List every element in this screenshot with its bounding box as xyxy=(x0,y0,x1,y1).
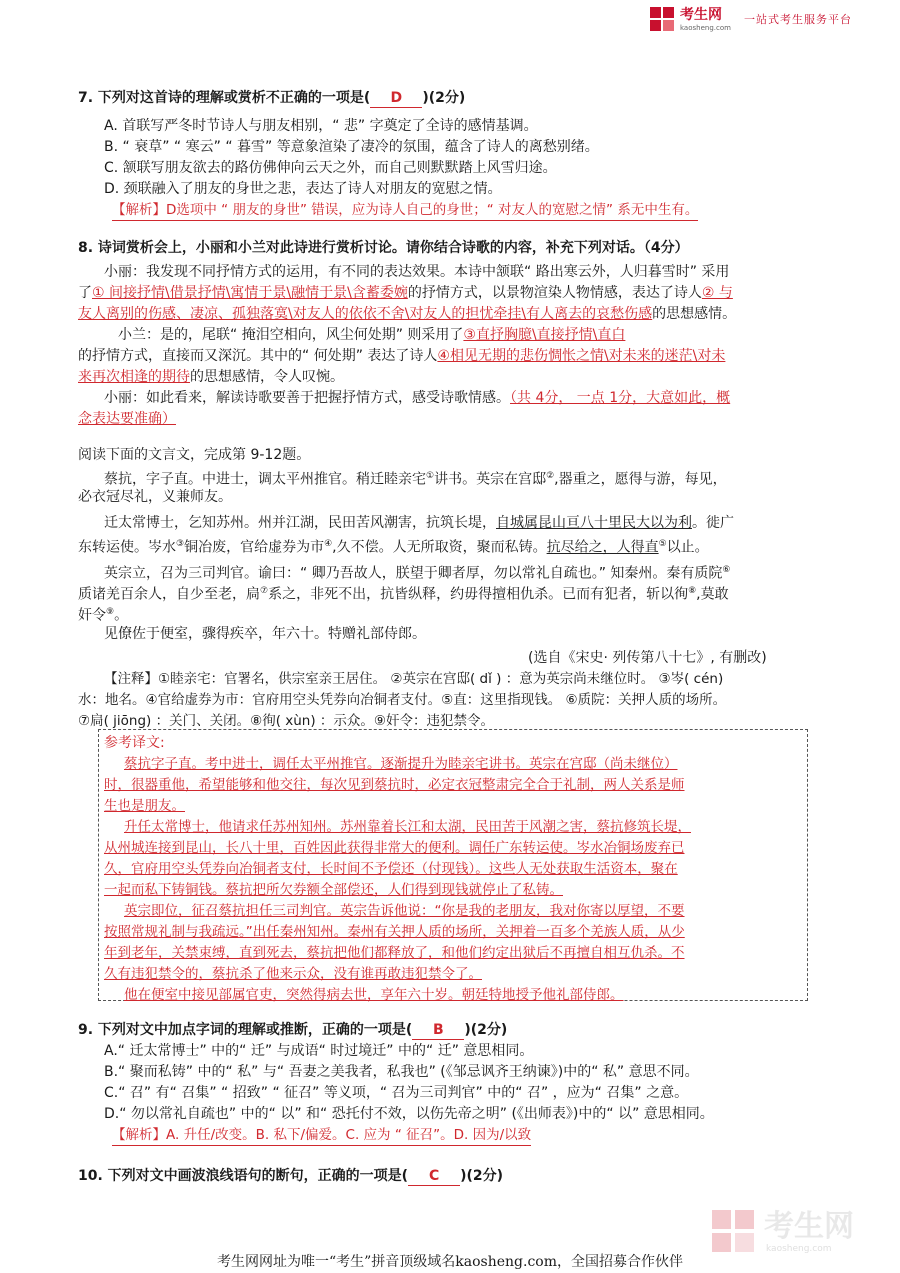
q10-stem-text: 10. 下列对文中画波浪线语句的断句，正确的一项是( xyxy=(78,1168,409,1184)
passage-p4 xyxy=(78,534,709,559)
logo-mark-icon xyxy=(650,7,676,33)
q8-scoring-note: （共 4分， 一点 1分，大意如此，概 xyxy=(510,390,731,406)
q7-stem-text: 7. 下列对这首诗的理解或赏析不正确的一项是( xyxy=(78,90,371,106)
q8-scoring-note-end: 念表达要准确） xyxy=(78,411,176,427)
note-mark: ① xyxy=(426,471,435,481)
q8-answer-4: ④相见无期的悲伤惆怅之情\对未来的迷茫\对未 xyxy=(437,348,726,364)
passage-p2: 必衣冠尽礼，义兼师友。 xyxy=(78,489,232,505)
watermark xyxy=(712,1208,882,1258)
translation-line: 英宗即位，征召蔡抗担任三司判官。英宗告诉他说：“你是我的老朋友，我对你寄以厚望，不要 xyxy=(124,903,685,919)
q7-option-b: B. “ 衰草” “ 寒云” “ 暮雪” 等意象渲染了凄冷的氛围，蕴含了诗人的离愁别绪。 xyxy=(104,139,599,155)
q9-option-a: A.“ 迁太常博士” 中的“ 迁” 与成语“ 时过境迁” 中的“ 迁” 意思相同。 xyxy=(104,1043,534,1059)
notes-line1: 【注释】①睦亲宅：官署名，供宗室亲王居住。 ②英宗在宫邸( dǐ ) ：意为英宗尚未继位时。 ③岑( cén) xyxy=(104,671,724,687)
notes-line2: 水：地名。④官给虚券为市：官府用空头凭券向冶铜者支付。⑤直：这里指现钱。 ⑥质院：关押人质的场所。 xyxy=(78,692,727,708)
q9-answer: B xyxy=(412,1021,464,1040)
q7-option-d: D. 颈联融入了朋友的身世之悲，表达了诗人对朋友的宽慰之情。 xyxy=(104,181,502,197)
passage-text: 。徙广 xyxy=(692,515,734,531)
q10-answer: C xyxy=(408,1167,460,1186)
passage-text: 奸令 xyxy=(78,607,106,624)
q9-score: )(2分) xyxy=(464,1022,508,1038)
translation-line: 年到老年，关禁束缚，直到死去，蔡抗把他们都释放了，和他们约定出狱后不再擅自相互仇杀。不 xyxy=(104,945,685,961)
q8-stem: 8. 诗词赏析会上，小丽和小兰对此诗进行赏析讨论。请你结合诗歌的内容，补充下列对话。（4分） xyxy=(78,240,689,256)
passage-intro: 阅读下面的文言文，完成第 9-12题。 xyxy=(78,447,311,463)
q8-line5 xyxy=(78,346,725,367)
passage-text: ,久不偿。人无所取资，聚而私铸。 xyxy=(332,539,547,556)
note-mark: ④ xyxy=(324,539,333,549)
q10-stem xyxy=(78,1166,503,1187)
passage-source: (选自《宋史· 列传第八十七》, 有删改) xyxy=(528,650,767,666)
wavy-sentence: 自城属昆山亘八十里民大以为利 xyxy=(496,515,692,531)
q8-text: 的抒情方式，以景物渲染人物情感，表达了诗人 xyxy=(407,285,702,301)
q9-stem-text: 9. 下列对文中加点字词的理解或推断，正确的一项是( xyxy=(78,1022,413,1038)
q8-line4 xyxy=(118,325,625,346)
q8-answer-4-end: 来再次相逢的期待 xyxy=(78,369,190,385)
q7-option-a: A. 首联写严冬时节诗人与朋友相别，“ 悲” 字奠定了全诗的感情基调。 xyxy=(104,118,538,134)
q8-text: 小丽：如此看来，解读诗歌要善于把握抒情方式，感受诗歌情感。 xyxy=(104,390,510,406)
q9-option-d: D.“ 勿以常礼自疏也” 中的“ 以” 和“ 恐托付不效，以伤先帝之明” (《出师表》)中的“ 以” 意思相同。 xyxy=(104,1106,714,1122)
passage-text: ,器重之，愿得与游，每见， xyxy=(554,471,727,488)
note-mark: ⑥ xyxy=(722,565,731,575)
translation-line: 时，很器重他，希望能够和他交往，每次见到蔡抗时，必定衣冠整肃完全合于礼制，两人关系是师 xyxy=(104,777,685,793)
passage-text: 蔡抗，字子直。中进士，调太平州推官。稍迁睦亲宅 xyxy=(104,471,426,488)
note-mark: ⑤ xyxy=(658,539,667,549)
q8-text: 的思想感情。 xyxy=(652,306,737,322)
note-mark: ③ xyxy=(176,539,185,549)
translation-line: 久有违犯禁令的，蔡抗杀了他来示众，没有谁再敢违犯禁令了。 xyxy=(104,966,482,982)
passage-text: 以止。 xyxy=(666,539,709,556)
q7-analysis: 【解析】D选项中 “ 朋友的身世” 错误，应为诗人自己的身世；“ 对友人的宽慰之情” 系无中生有。 xyxy=(112,201,698,221)
translation-line: 蔡抗字子直。考中进士，调任太平州推官。逐渐提升为睦亲宅讲书。英宗在宫邸（尚未继位） xyxy=(124,756,678,772)
q9-analysis: 【解析】A. 升任/改变。B. 私下/偏爱。C. 应为 “ 征召”。D. 因为/以致 xyxy=(112,1126,531,1146)
watermark-url: kaosheng.com xyxy=(766,1244,832,1254)
page-footer: 考生网网址为唯一“考生”拼音顶级域名kaosheng.com，全国招募合作伙伴 xyxy=(216,1254,684,1270)
passage-p8: 见僚佐于便室，骤得疾卒，年六十。特赠礼部侍郎。 xyxy=(104,626,426,642)
site-logo[interactable] xyxy=(650,7,890,37)
q10-score: )(2分) xyxy=(460,1168,504,1184)
q8-text: 的抒情方式，直接而又深沉。其中的“ 何处期” 表达了诗人 xyxy=(78,348,438,364)
translation-title: 参考译文: xyxy=(104,735,165,751)
q8-answer-1: ① 间接抒情\借景抒情\寓情于景\融情于景\含蓄委婉 xyxy=(92,285,408,301)
underlined-sentence: 抗尽给之，人得直 xyxy=(546,539,659,556)
translation-line: 升任太常博士，他请求任苏州知州。苏州靠着长江和太湖，民田苦于风潮之害，蔡抗修筑长堤， xyxy=(124,819,691,835)
logo-slogan: 一站式考生服务平台 xyxy=(744,13,852,26)
translation-line: 从州城连接到昆山，长八十里，百姓因此获得非常大的便利。调任广东转运使。岑水冶铜场废弃已 xyxy=(104,840,685,856)
translation-line: 生也是朋友。 xyxy=(104,798,185,814)
q8-line2 xyxy=(78,283,733,304)
note-mark: ⑧ xyxy=(688,586,697,596)
passage-text: 。 xyxy=(114,607,129,624)
notes-line3: ⑦扃( jiōng) ：关门、关闭。⑧徇( xùn) ：示众。⑨奸令：违犯禁令。 xyxy=(78,713,495,729)
q7-score: )(2分) xyxy=(422,90,466,106)
q7-answer: D xyxy=(370,89,422,108)
q8-text: 小兰：是的，尾联“ 掩泪空相向，风尘何处期” 则采用了 xyxy=(118,327,464,343)
passage-p6 xyxy=(78,581,729,606)
q8-text: 的思想感情，令人叹惋。 xyxy=(190,369,344,385)
passage-p7 xyxy=(78,602,128,627)
note-mark: ⑨ xyxy=(106,607,115,617)
q9-option-b: B.“ 聚而私铸” 中的“ 私” 与“ 吾妻之美我者，私我也” (《邹忌讽齐王纳谏》)中的“ 私” 意思不同。 xyxy=(104,1064,699,1080)
translation-line: 一起而私下铸铜钱。蔡抗把所欠券额全部偿还，人们得到现钱就停止了私铸。 xyxy=(104,882,563,898)
passage-text: 英宗立，召为三司判官。谕曰：“ 卿乃吾故人，朕望于卿者厚，勿以常礼自疏也。” 知秦州。秦有质院 xyxy=(104,565,723,582)
q8-answer-2-start: ② 与 xyxy=(701,285,733,301)
q8-line7 xyxy=(104,388,730,409)
note-mark: ⑦ xyxy=(260,586,269,596)
q9-stem xyxy=(78,1020,507,1041)
logo-url: kaosheng.com xyxy=(680,24,731,32)
note-mark: ② xyxy=(546,471,555,481)
q8-answer-3: ③直抒胸臆\直接抒情\直白 xyxy=(463,327,626,343)
watermark-logo-icon xyxy=(712,1210,756,1254)
watermark-text: 考生网 xyxy=(764,1209,854,1244)
passage-text: 系之，非死不出，抗皆纵释，约毋得擅相仇杀。已而有犯者，斩以徇 xyxy=(268,586,689,603)
logo-title: 考生网 xyxy=(680,7,722,23)
passage-text: 迁太常博士，乞知苏州。州并江湖，民田苦风潮害，抗筑长堤， xyxy=(104,515,496,531)
passage-p3 xyxy=(104,513,734,534)
passage-text: 质诸羌百余人，自少至老，扃 xyxy=(78,586,260,603)
translation-line: 他在便室中接见部属官吏，突然得病去世，享年六十岁。朝廷特地授予他礼部侍郎。 xyxy=(124,987,624,1003)
q9-option-c: C.“ 召” 有“ 召集” “ 招致” “ 征召” 等义项，“ 召为三司判官” 中的“ 召” ，应为“ 召集” 之意。 xyxy=(104,1085,689,1101)
passage-text: ,莫敢 xyxy=(696,586,729,603)
passage-text: 东转运使。岑水 xyxy=(78,539,176,556)
passage-text: 讲书。英宗在宫邸 xyxy=(434,471,547,488)
passage-text: 铜冶废，官给虚券为市 xyxy=(184,539,325,556)
q8-line1: 小丽：我发现不同抒情方式的运用，有不同的表达效果。本诗中颔联“ 路出寒云外，人归暮雪时” 采用 xyxy=(104,264,730,280)
translation-line: 久，官府用空头凭券向冶铜者支付，长时间不予偿还（付现钱）。这些人无处获取生活资本，聚在 xyxy=(104,861,678,877)
q8-line6 xyxy=(78,367,344,388)
q8-answer-2: 友人离别的伤感、凄凉、孤独落寞\对友人的依依不舍\对友人的担忧牵挂\有人离去的哀愁伤感 xyxy=(78,306,653,322)
translation-line: 按照常规礼制与我疏远。”出任秦州知州。秦州有关押人质的场所，关押着一百多个羌族人质，从少 xyxy=(104,924,685,940)
q7-stem xyxy=(78,88,465,109)
q7-option-c: C. 颔联写朋友欲去的路仿佛伸向云天之外，而自己则默默踏上风雪归途。 xyxy=(104,160,557,176)
q8-line3 xyxy=(78,304,736,325)
q8-text: 了 xyxy=(78,285,92,301)
